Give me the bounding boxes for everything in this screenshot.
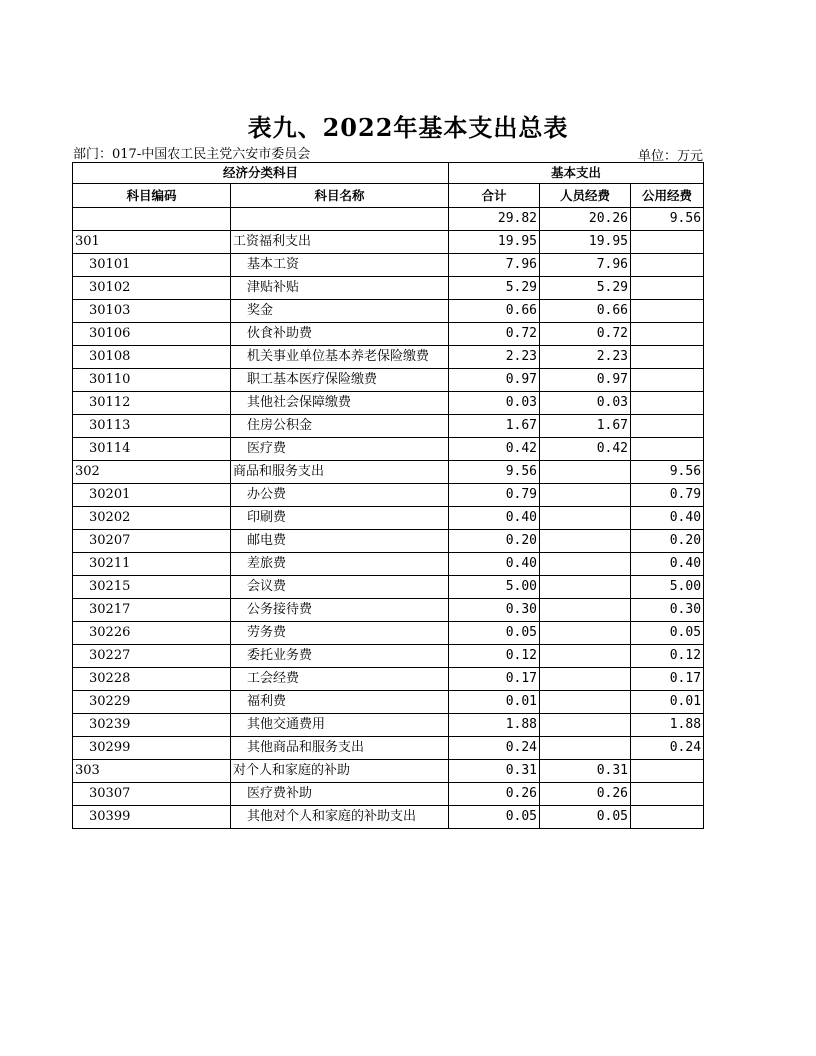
row-public <box>631 300 704 323</box>
row-total: 9.56 <box>449 461 540 484</box>
row-name: 职工基本医疗保险缴费 <box>231 369 449 392</box>
header-personnel: 人员经费 <box>540 184 631 208</box>
table-row <box>73 438 704 461</box>
row-total: 1.88 <box>449 714 540 737</box>
row-code: 30108 <box>73 346 231 369</box>
row-code: 30101 <box>73 254 231 277</box>
table-row <box>73 300 704 323</box>
row-name: 奖金 <box>231 300 449 323</box>
header-total: 合计 <box>449 184 540 208</box>
row-total: 0.26 <box>449 783 540 806</box>
row-name: 对个人和家庭的补助 <box>231 760 449 783</box>
row-total: 0.40 <box>449 507 540 530</box>
row-name: 邮电费 <box>231 530 449 553</box>
table-row <box>73 806 704 829</box>
row-total: 0.05 <box>449 806 540 829</box>
header-column-row <box>73 184 704 208</box>
row-public: 0.20 <box>631 530 704 553</box>
table-row <box>73 346 704 369</box>
row-name: 医疗费补助 <box>231 783 449 806</box>
row-total: 0.01 <box>449 691 540 714</box>
row-public <box>631 806 704 829</box>
row-public: 1.88 <box>631 714 704 737</box>
row-code: 30102 <box>73 277 231 300</box>
row-code: 30228 <box>73 668 231 691</box>
row-total: 2.23 <box>449 346 540 369</box>
row-personnel: 0.97 <box>540 369 631 392</box>
header-name: 科目名称 <box>231 184 449 208</box>
row-code: 30211 <box>73 553 231 576</box>
table-row <box>73 254 704 277</box>
row-personnel <box>540 645 631 668</box>
row-public: 0.79 <box>631 484 704 507</box>
row-public <box>631 323 704 346</box>
table-row <box>73 392 704 415</box>
row-code: 30114 <box>73 438 231 461</box>
row-code: 30202 <box>73 507 231 530</box>
header-public: 公用经费 <box>631 184 704 208</box>
row-name: 商品和服务支出 <box>231 461 449 484</box>
row-personnel <box>540 507 631 530</box>
row-public <box>631 231 704 254</box>
row-public <box>631 369 704 392</box>
row-personnel: 0.31 <box>540 760 631 783</box>
table-row <box>73 415 704 438</box>
row-code: 303 <box>73 760 231 783</box>
page-title: 表九、2022年基本支出总表 <box>247 113 569 142</box>
row-code: 30226 <box>73 622 231 645</box>
row-public: 0.05 <box>631 622 704 645</box>
row-name: 基本工资 <box>231 254 449 277</box>
row-public <box>631 415 704 438</box>
row-name: 机关事业单位基本养老保险缴费 <box>231 346 449 369</box>
row-code: 30239 <box>73 714 231 737</box>
total-personnel: 20.26 <box>540 208 631 231</box>
row-personnel: 7.96 <box>540 254 631 277</box>
row-code: 30110 <box>73 369 231 392</box>
row-public: 5.00 <box>631 576 704 599</box>
table-row <box>73 691 704 714</box>
row-name: 伙食补助费 <box>231 323 449 346</box>
row-name: 印刷费 <box>231 507 449 530</box>
row-public <box>631 783 704 806</box>
table-row <box>73 369 704 392</box>
table-row <box>73 599 704 622</box>
row-total: 0.79 <box>449 484 540 507</box>
row-total: 0.97 <box>449 369 540 392</box>
header-group-row <box>73 163 704 184</box>
total-row <box>73 208 704 231</box>
row-total: 0.12 <box>449 645 540 668</box>
total-code <box>73 208 231 231</box>
row-public: 9.56 <box>631 461 704 484</box>
table-row <box>73 323 704 346</box>
row-total: 0.72 <box>449 323 540 346</box>
header-code: 科目编码 <box>73 184 231 208</box>
row-name: 医疗费 <box>231 438 449 461</box>
budget-table <box>72 162 704 829</box>
row-personnel <box>540 599 631 622</box>
row-name: 其他对个人和家庭的补助支出 <box>231 806 449 829</box>
table-row <box>73 737 704 760</box>
table-row <box>73 553 704 576</box>
row-code: 30227 <box>73 645 231 668</box>
row-total: 5.29 <box>449 277 540 300</box>
table-row <box>73 576 704 599</box>
row-public <box>631 760 704 783</box>
row-name: 福利费 <box>231 691 449 714</box>
row-personnel: 0.72 <box>540 323 631 346</box>
row-name: 其他商品和服务支出 <box>231 737 449 760</box>
row-code: 30207 <box>73 530 231 553</box>
table-row <box>73 714 704 737</box>
row-personnel <box>540 714 631 737</box>
row-name: 工会经费 <box>231 668 449 691</box>
header-economic-classification: 经济分类科目 <box>73 163 449 184</box>
table-row <box>73 760 704 783</box>
row-personnel: 0.42 <box>540 438 631 461</box>
row-code: 30201 <box>73 484 231 507</box>
table-row <box>73 231 704 254</box>
row-name: 差旅费 <box>231 553 449 576</box>
row-personnel: 0.26 <box>540 783 631 806</box>
row-total: 0.40 <box>449 553 540 576</box>
table-row <box>73 484 704 507</box>
row-code: 30217 <box>73 599 231 622</box>
row-total: 0.30 <box>449 599 540 622</box>
row-personnel: 19.95 <box>540 231 631 254</box>
row-public: 0.17 <box>631 668 704 691</box>
row-name: 办公费 <box>231 484 449 507</box>
row-total: 0.05 <box>449 622 540 645</box>
row-personnel <box>540 668 631 691</box>
row-code: 30106 <box>73 323 231 346</box>
row-personnel <box>540 737 631 760</box>
row-personnel <box>540 622 631 645</box>
table-row <box>73 530 704 553</box>
row-public: 0.30 <box>631 599 704 622</box>
row-code: 30299 <box>73 737 231 760</box>
table-body <box>73 208 704 829</box>
row-code: 302 <box>73 461 231 484</box>
row-total: 5.00 <box>449 576 540 599</box>
row-public: 0.40 <box>631 553 704 576</box>
row-personnel <box>540 553 631 576</box>
row-name: 工资福利支出 <box>231 231 449 254</box>
row-name: 其他社会保障缴费 <box>231 392 449 415</box>
table-row <box>73 783 704 806</box>
row-public: 0.12 <box>631 645 704 668</box>
row-public <box>631 346 704 369</box>
row-code: 301 <box>73 231 231 254</box>
row-code: 30307 <box>73 783 231 806</box>
table-row <box>73 668 704 691</box>
table-row <box>73 645 704 668</box>
row-personnel: 0.03 <box>540 392 631 415</box>
row-name: 劳务费 <box>231 622 449 645</box>
row-name: 公务接待费 <box>231 599 449 622</box>
department-label: 部门：017-中国农工民主党六安市委员会 <box>73 147 311 162</box>
row-personnel <box>540 484 631 507</box>
row-total: 0.03 <box>449 392 540 415</box>
row-total: 0.17 <box>449 668 540 691</box>
row-personnel <box>540 530 631 553</box>
row-code: 30112 <box>73 392 231 415</box>
unit-label: 单位：万元 <box>637 149 703 164</box>
row-personnel: 0.05 <box>540 806 631 829</box>
row-personnel <box>540 691 631 714</box>
row-code: 30399 <box>73 806 231 829</box>
row-total: 0.20 <box>449 530 540 553</box>
row-code: 30103 <box>73 300 231 323</box>
table-row <box>73 277 704 300</box>
row-personnel <box>540 576 631 599</box>
table-row <box>73 461 704 484</box>
row-personnel <box>540 461 631 484</box>
row-code: 30215 <box>73 576 231 599</box>
row-total: 0.31 <box>449 760 540 783</box>
row-personnel: 0.66 <box>540 300 631 323</box>
row-code: 30229 <box>73 691 231 714</box>
row-personnel: 2.23 <box>540 346 631 369</box>
row-public: 0.01 <box>631 691 704 714</box>
row-name: 会议费 <box>231 576 449 599</box>
row-code: 30113 <box>73 415 231 438</box>
row-public: 0.24 <box>631 737 704 760</box>
total-public: 9.56 <box>631 208 704 231</box>
table-row <box>73 622 704 645</box>
row-name: 津贴补贴 <box>231 277 449 300</box>
row-total: 0.24 <box>449 737 540 760</box>
row-public <box>631 438 704 461</box>
table-row <box>73 507 704 530</box>
row-total: 1.67 <box>449 415 540 438</box>
row-public <box>631 392 704 415</box>
row-name: 其他交通费用 <box>231 714 449 737</box>
row-total: 7.96 <box>449 254 540 277</box>
row-personnel: 5.29 <box>540 277 631 300</box>
row-personnel: 1.67 <box>540 415 631 438</box>
row-total: 0.66 <box>449 300 540 323</box>
row-total: 19.95 <box>449 231 540 254</box>
row-name: 委托业务费 <box>231 645 449 668</box>
header-basic-expenditure: 基本支出 <box>449 163 704 184</box>
row-public: 0.40 <box>631 507 704 530</box>
row-name: 住房公积金 <box>231 415 449 438</box>
row-total: 0.42 <box>449 438 540 461</box>
total-name <box>231 208 449 231</box>
row-public <box>631 254 704 277</box>
total-sum: 29.82 <box>449 208 540 231</box>
row-public <box>631 277 704 300</box>
